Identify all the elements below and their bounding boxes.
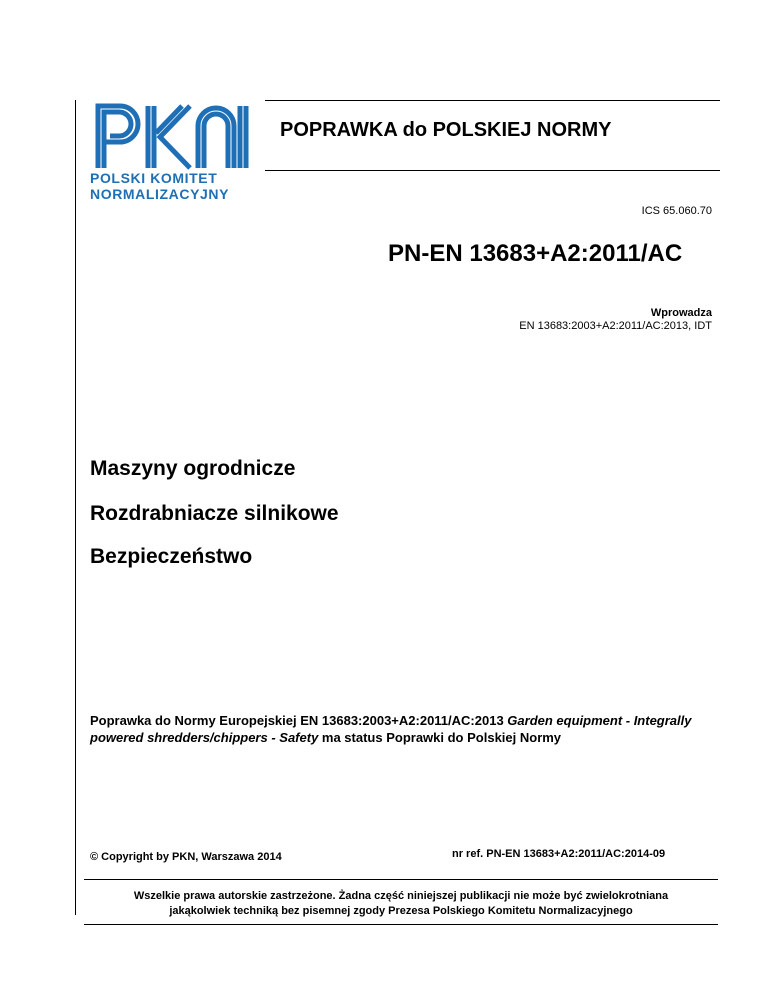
description-title-italic: Garden equipment - Integrally powered shredders/chippers - Safety (90, 713, 692, 745)
pkn-logo-mark (90, 100, 260, 170)
introduces-label: Wprowadza (650, 307, 712, 319)
subject-line-3: Bezpieczeństwo (90, 545, 253, 568)
pkn-logo (90, 100, 260, 200)
reference-number: nr ref. PN-EN 13683+A2:2011/AC:2014-09 (452, 848, 666, 860)
logo-line1: POLSKI KOMITET (90, 170, 218, 186)
subject-line-1: Maszyny ogrodnicze (90, 457, 296, 480)
logo-line2: NORMALIZACYJNY (90, 186, 230, 202)
document-type-title: POPRAWKA do POLSKIEJ NORMY (280, 119, 612, 141)
standard-number: PN-EN 13683+A2:2011/AC (388, 240, 683, 267)
header-rule-top (265, 100, 720, 101)
description-text-2: ma status Poprawki do Polskiej Normy (318, 730, 562, 745)
rights-line-2: jakąkolwiek techniką bez pisemnej zgody Prezesa Polskiego Komitetu Normalizacyjnego (169, 905, 633, 917)
rights-line-1: Wszelkie prawa autorskie zastrzeżone. Żadna część niniejszej publikacji nie może być zwielokrotniana (133, 890, 669, 902)
subject-line-2: Rozdrabniacze silnikowe (90, 502, 339, 525)
status-description (90, 712, 710, 746)
description-text-1: Poprawka do Normy Europejskiej EN 13683:2003+A2:2011/AC:2013 (90, 713, 508, 728)
rights-notice (84, 889, 718, 919)
footer-rule-top (84, 879, 718, 880)
copyright-notice: © Copyright by PKN, Warszawa 2014 (90, 851, 282, 863)
introduces-value: EN 13683:2003+A2:2011/AC:2013, IDT (519, 320, 712, 332)
header-rule-bottom (265, 170, 720, 171)
left-margin-line (75, 100, 76, 915)
footer-rule-bottom (84, 924, 718, 925)
ics-code: ICS 65.060.70 (641, 205, 712, 217)
